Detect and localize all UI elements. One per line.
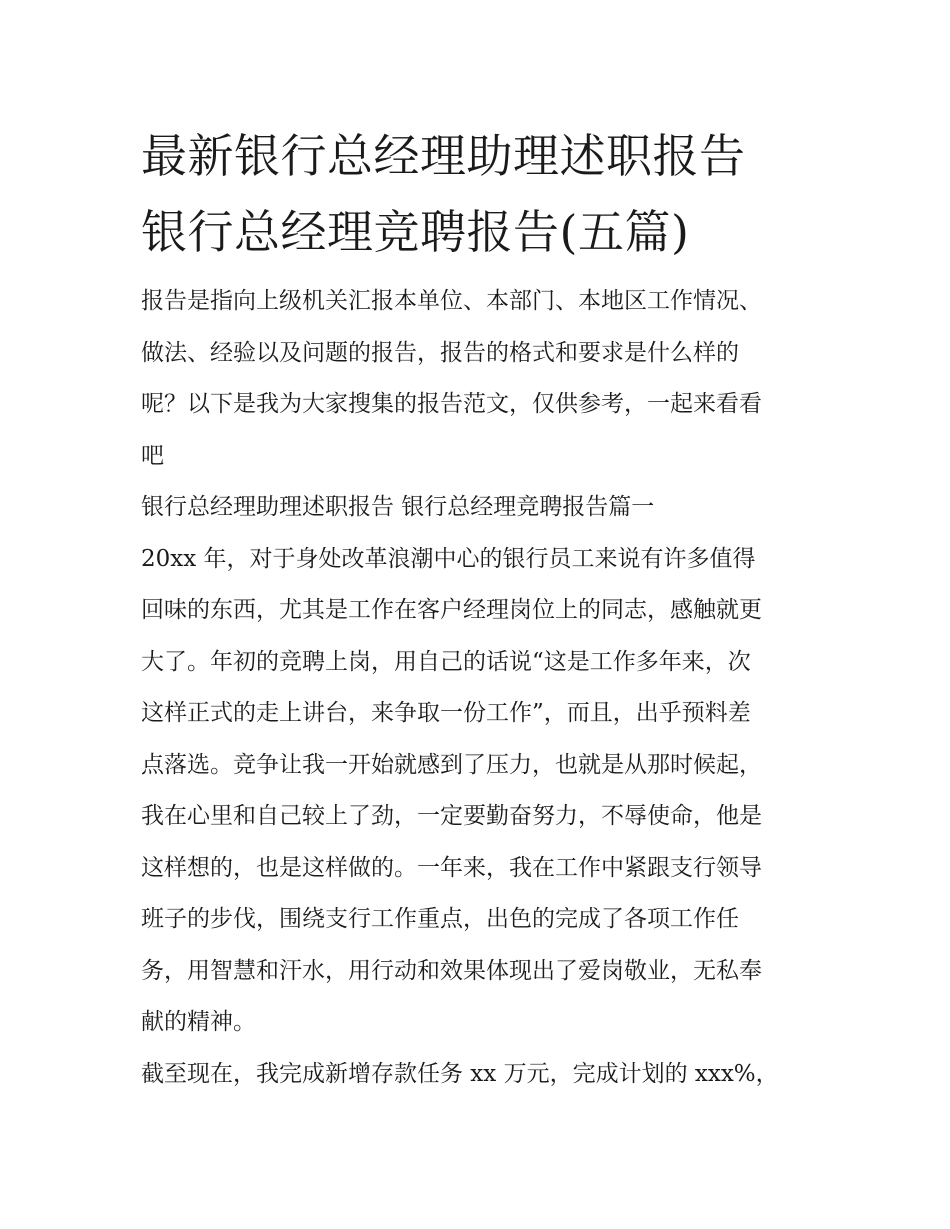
body-paragraph [141, 534, 821, 1049]
body-line: 我在心里和自己较上了劲，一定要勤奋努力，不辱使命，他是 [141, 803, 762, 829]
title-line-1: 最新银行总经理助理述职报告 [141, 129, 746, 183]
intro-line: 报告是指向上级机关汇报本单位、本部门、本地区工作情况、 [141, 288, 762, 314]
body-last-line: 截至现在，我完成新增存款任务 xx 万元，完成计划的 xxx%， [141, 1060, 779, 1087]
body-line: 这样正式的走上讲台，来争取一份工作”，而且，出乎预料差 [141, 700, 751, 726]
intro-line: 吧 [141, 442, 164, 469]
body-line: 献的精神。 [141, 1009, 256, 1035]
intro-line: 呢？以下是我为大家搜集的报告范文，仅供参考，一起来看看 [141, 391, 762, 417]
body-line: 这样想的，也是这样做的。一年来，我在工作中紧跟支行领导 [141, 854, 762, 881]
intro-line: 做法、经验以及问题的报告，报告的格式和要求是什么样的 [141, 339, 739, 366]
body-line: 20xx 年，对于身处改革浪潮中心的银行员工来说有许多值得 [141, 545, 756, 572]
title-line-2: 银行总经理竞聘报告(五篇) [141, 205, 690, 259]
intro-paragraph [141, 276, 821, 482]
body-line: 点落选。竞争让我一开始就感到了压力，也就是从那时候起， [141, 751, 762, 778]
body-line: 回味的东西，尤其是工作在客户经理岗位上的同志，感触就更 [141, 597, 762, 623]
document-page [141, 118, 821, 1100]
body-line: 务，用智慧和汗水，用行动和效果体现出了爱岗敬业，无私奉 [141, 957, 762, 984]
document-title [141, 118, 821, 270]
body-line: 大了。年初的竞聘上岗，用自己的话说“这是工作多年来，次 [141, 648, 751, 675]
section-heading: 银行总经理助理述职报告 银行总经理竞聘报告篇一 [141, 494, 655, 520]
body-line: 班子的步伐，围绕支行工作重点，出色的完成了各项工作任 [141, 906, 739, 932]
